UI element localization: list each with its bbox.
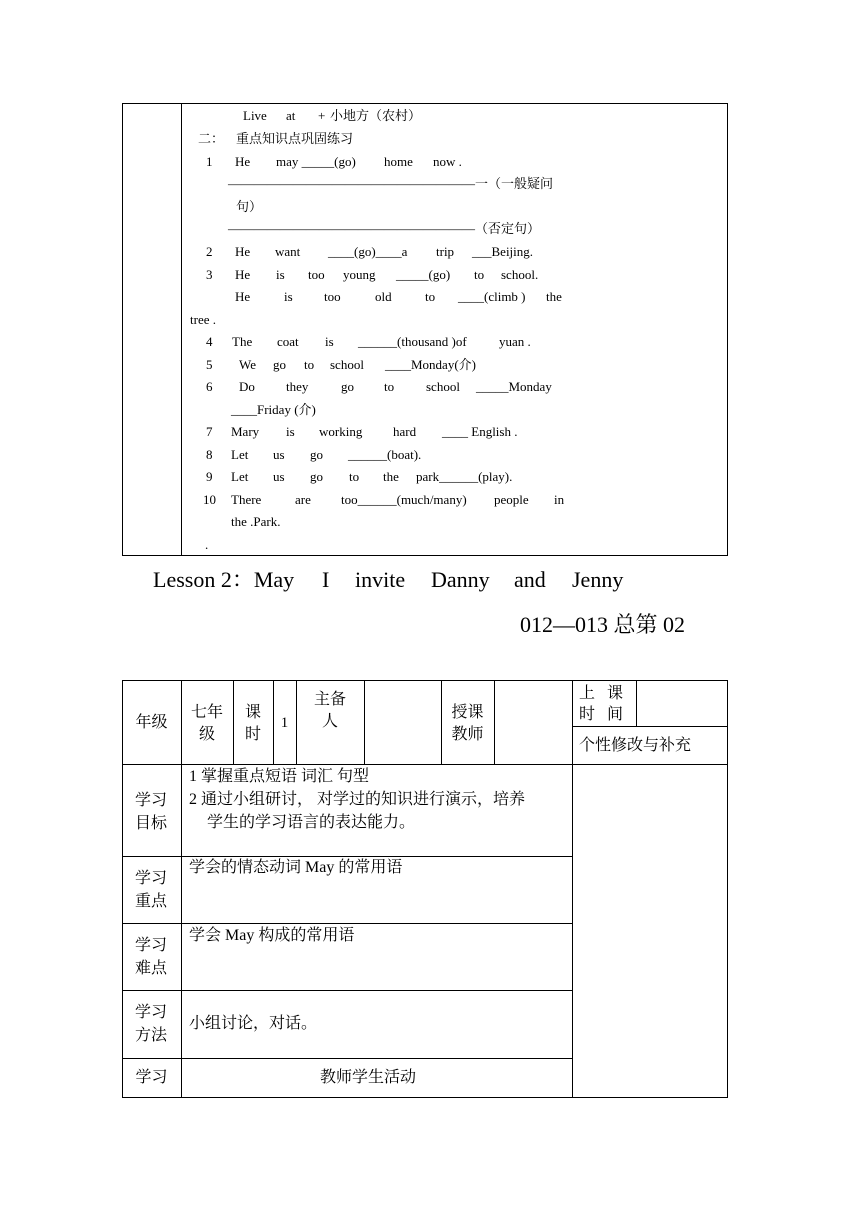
exercise-text: He [235, 289, 251, 304]
exercise-text: _____Monday [476, 379, 552, 394]
exercise-text: go [310, 469, 323, 484]
exercise-text: school [330, 357, 364, 372]
activity-text: 教师学生活动 [320, 1069, 417, 1086]
lesson-title-word: I [322, 567, 330, 592]
exercise-text: too [308, 267, 325, 282]
exercise-text: too [324, 289, 341, 304]
exercise-text: Live [243, 108, 267, 123]
method-label: 学习方法 [135, 1004, 168, 1044]
period-label: 课时 [244, 704, 261, 743]
exercise-text: at [286, 108, 296, 123]
exercise-text: We [239, 357, 256, 372]
goals-line-2: 2 通过小组研讨， 对学过的知识进行演示，培养 [189, 791, 526, 808]
exercise-text: are [295, 492, 311, 507]
exercise-text: go [273, 357, 286, 372]
exercise-text: 小地方（农村） [330, 108, 422, 123]
exercise-text: go [341, 379, 354, 394]
grade-value: 七年级 [190, 704, 223, 743]
focus-label: 学习重点 [135, 870, 168, 910]
lesson-title-word: Danny [431, 567, 490, 592]
method-text: 小组讨论，对话。 [189, 1015, 318, 1032]
exercise-text: 8 [206, 447, 213, 462]
activity-label: 学习 [135, 1069, 168, 1086]
exercise-text: is [276, 267, 285, 282]
exercise-text: old [375, 289, 392, 304]
exercise-text: Let [231, 447, 249, 462]
teacher-label: 授课教师 [451, 704, 484, 743]
goals-line-3: 学生的学习语言的表达能力。 [207, 814, 416, 831]
exercise-text: Do [239, 379, 255, 394]
exercise-text: ____ English . [442, 424, 518, 439]
exercise-text: ______(thousand )of [358, 334, 467, 349]
exercise-text: The [232, 334, 253, 349]
exercise-text: to [304, 357, 315, 372]
exercise-text: 5 [206, 357, 213, 372]
exercise-text: ____(climb ) [458, 289, 526, 304]
exercise-text: ___Beijing. [472, 244, 534, 259]
difficulty-label: 学习难点 [135, 937, 168, 977]
difficulty-text: 学会 May 构成的常用语 [189, 927, 355, 944]
exercise-text: 10 [203, 492, 216, 507]
main-prep-label: 主备人 [313, 691, 346, 730]
exercise-text: There [231, 492, 262, 507]
exercise-text: to [384, 379, 395, 394]
exercise-text: 句） [236, 199, 263, 214]
exercise-text: school. [501, 267, 539, 282]
focus-text: 学会的情态动词 May 的常用语 [189, 859, 403, 876]
exercise-text: Mary [231, 424, 260, 439]
exercise-text: 9 [206, 469, 213, 484]
exercise-text: trip [436, 244, 455, 259]
exercise-text: 4 [206, 334, 213, 349]
exercise-text: 2 [206, 244, 213, 259]
goals-label: 学习目标 [135, 792, 168, 832]
lesson-title-word: invite [355, 567, 406, 592]
grade-label: 年级 [135, 714, 168, 731]
exercise-text: the [546, 289, 562, 304]
exercise-text: is [286, 424, 295, 439]
exercise-text: young [343, 267, 376, 282]
exercise-text: the [383, 469, 399, 484]
exercise-text: is [325, 334, 334, 349]
exercise-text: tree . [190, 312, 216, 327]
exercise-text: coat [277, 334, 299, 349]
exercise-text: go [310, 447, 323, 462]
exercise-text: 3 [206, 267, 213, 282]
exercise-text: hard [393, 424, 417, 439]
exercise-text: ———————————————————（否定句） [228, 221, 541, 236]
exercise-text: us [273, 469, 285, 484]
exercise-text: He [235, 267, 251, 282]
exercise-text: He [235, 244, 251, 259]
class-time-label: 上 课 时 间 [579, 685, 628, 723]
lesson-title-word: and [514, 567, 546, 592]
exercise-text: yuan . [499, 334, 531, 349]
exercise-text: ____(go)____a [328, 244, 408, 259]
exercise-text: 7 [206, 424, 213, 439]
exercise-text: 6 [206, 379, 213, 394]
lesson-title-word: Lesson 2：May [153, 567, 295, 592]
exercise-text: ____Monday(介) [385, 357, 476, 372]
exercise-text: working [319, 424, 363, 439]
exercise-text: 重点知识点巩固练习 [236, 131, 354, 146]
exercise-text: He [235, 154, 251, 169]
exercise-text: to [474, 267, 485, 282]
exercise-text: is [284, 289, 293, 304]
period-value: 1 [280, 715, 289, 731]
goals-line-1: 1 掌握重点短语 词汇 句型 [189, 768, 370, 785]
exercise-text: too______(much/many) [341, 492, 467, 507]
personal-notes-label: 个性修改与补充 [579, 737, 692, 754]
exercise-text: park______(play). [416, 469, 513, 484]
exercise-text: people [494, 492, 529, 507]
exercise-text: want [275, 244, 301, 259]
exercise-text: . [205, 537, 209, 552]
exercise-text: ———————————————————一（一般疑问 [228, 176, 554, 191]
exercise-text: 1 [206, 154, 213, 169]
exercise-text: ______(boat). [348, 447, 422, 462]
exercise-text: the .Park. [231, 514, 281, 529]
exercise-text: Let [231, 469, 249, 484]
exercise-text: us [273, 447, 285, 462]
exercise-text: home [384, 154, 413, 169]
exercise-text: 二： [198, 131, 225, 146]
exercise-text: may _____(go) [276, 154, 356, 169]
lesson-title-word: Jenny [572, 567, 624, 592]
page-range: 012—013 总第 02 [520, 612, 686, 637]
exercise-text: now . [433, 154, 462, 169]
exercise-text: to [425, 289, 436, 304]
exercise-text: _____(go) [396, 267, 451, 282]
exercise-text: + [318, 108, 326, 123]
exercise-text: school [426, 379, 460, 394]
exercise-text: in [554, 492, 565, 507]
exercise-text: ____Friday (介) [231, 402, 316, 417]
exercise-text: to [349, 469, 360, 484]
exercise-text: they [286, 379, 309, 394]
